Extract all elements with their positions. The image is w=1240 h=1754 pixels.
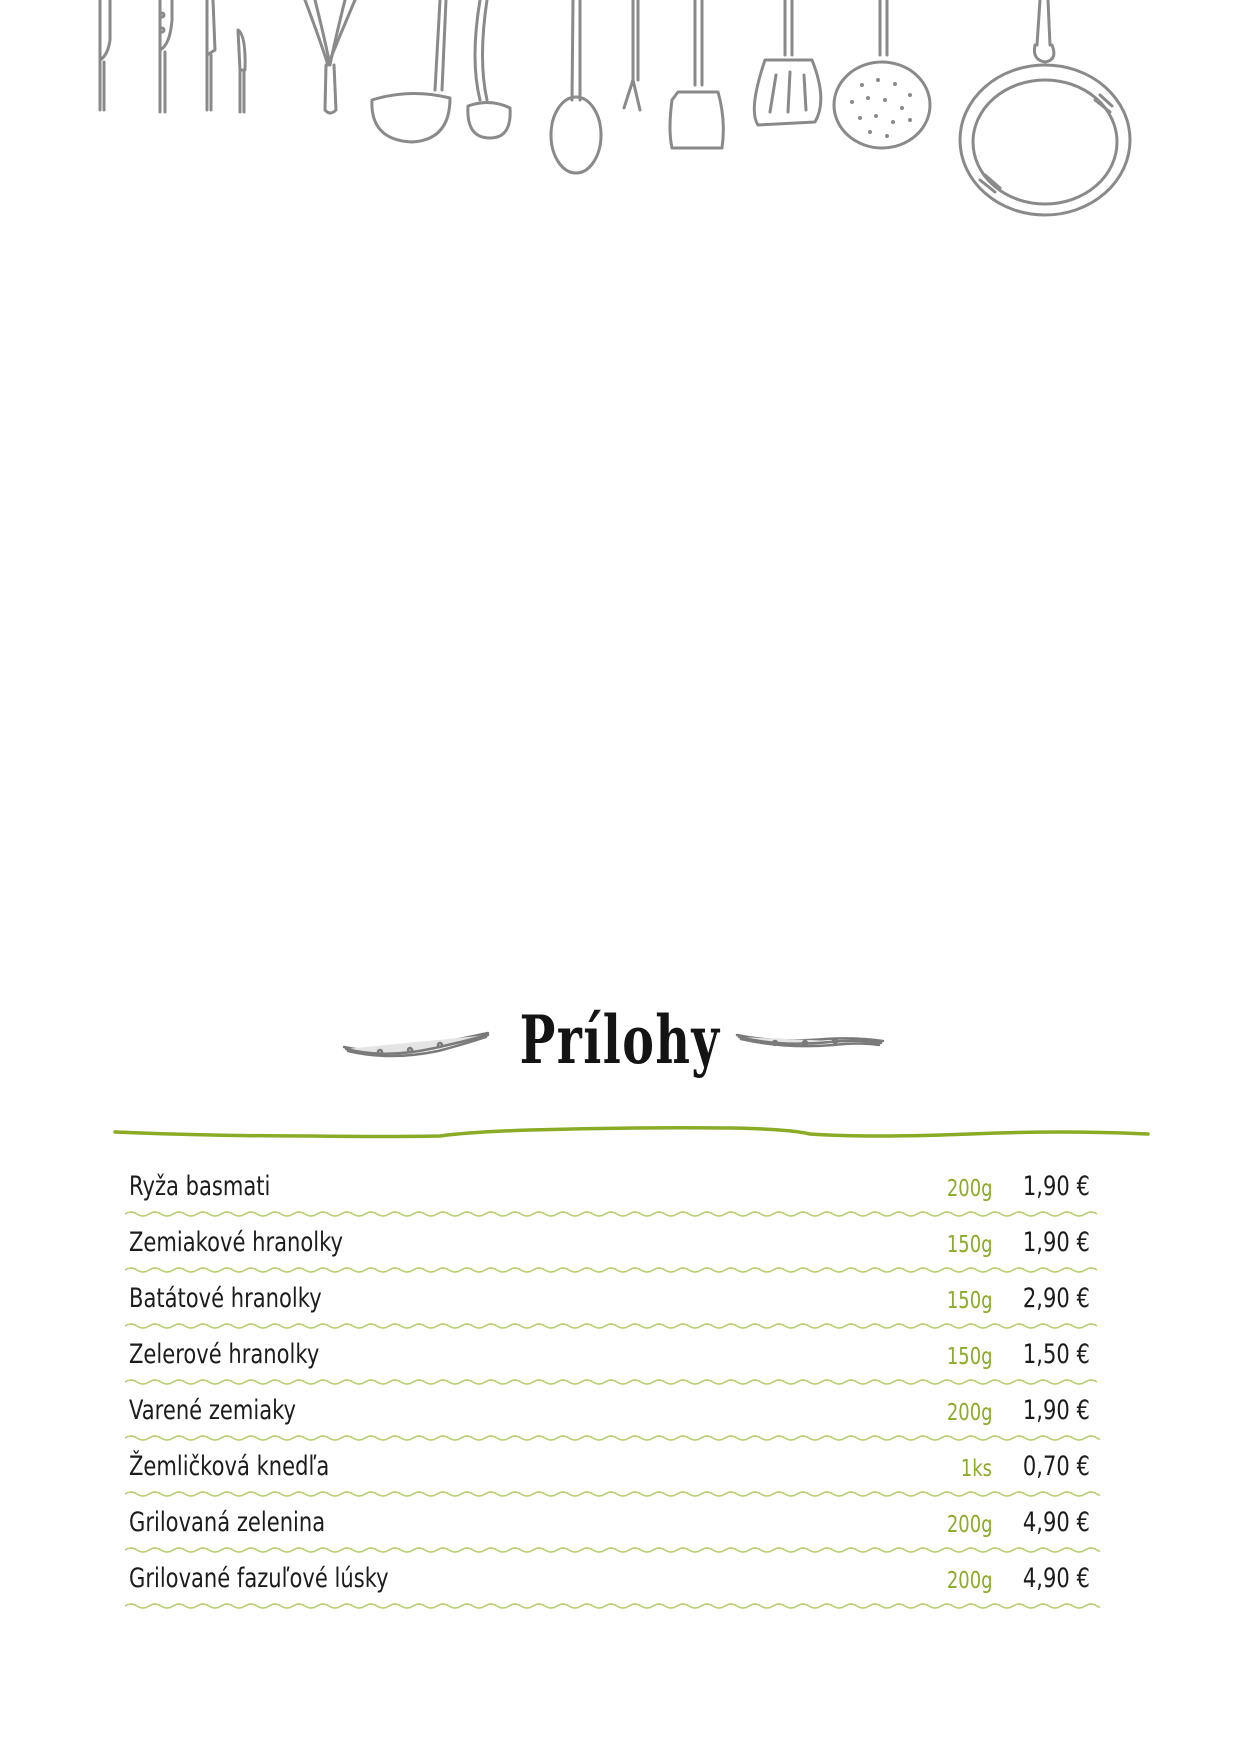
item-price: 4,90 € (1023, 1563, 1090, 1594)
header-divider (110, 1120, 1150, 1150)
row-divider (125, 1266, 1100, 1274)
fork-icon (624, 0, 640, 110)
item-price: 1,90 € (1023, 1227, 1090, 1258)
utensils-illustration-icon (0, 0, 1240, 230)
item-quantity: 150g (946, 1288, 992, 1314)
row-divider (125, 1210, 1100, 1218)
list-item (125, 1224, 1100, 1280)
knife-icon (207, 0, 215, 110)
row-divider (125, 1490, 1100, 1498)
row-divider (125, 1602, 1100, 1610)
item-name: Zemiakové hranolky (129, 1227, 344, 1258)
item-price: 1,90 € (1023, 1171, 1090, 1202)
knife-icon (238, 30, 245, 112)
list-item (125, 1336, 1100, 1392)
item-name: Grilovaná zelenina (129, 1507, 326, 1538)
item-name: Varené zemiaky (129, 1395, 297, 1426)
slotted-turner-icon (754, 0, 821, 125)
section-header (0, 985, 1240, 1095)
item-quantity: 200g (946, 1176, 992, 1202)
knife-icon (100, 0, 110, 110)
item-price: 4,90 € (1023, 1507, 1090, 1538)
ladle-icon (372, 0, 450, 142)
item-price: 0,70 € (1023, 1451, 1090, 1482)
item-name: Zelerové hranolky (129, 1339, 320, 1370)
menu-list (125, 1168, 1100, 1616)
item-name: Batátové hranolky (129, 1283, 322, 1314)
row-divider (125, 1546, 1100, 1554)
list-item (125, 1280, 1100, 1336)
frying-pan-icon (960, 0, 1130, 215)
list-item (125, 1168, 1100, 1224)
row-divider (125, 1434, 1100, 1442)
list-item (125, 1392, 1100, 1448)
item-quantity: 150g (946, 1232, 992, 1258)
list-item (125, 1448, 1100, 1504)
item-name: Ryža basmati (129, 1171, 271, 1202)
row-divider (125, 1378, 1100, 1386)
item-quantity: 200g (946, 1512, 992, 1538)
list-item (125, 1560, 1100, 1616)
list-item (125, 1504, 1100, 1560)
ladle-icon (468, 0, 510, 138)
knife-icon (160, 0, 172, 112)
item-price: 1,50 € (1023, 1339, 1090, 1370)
spatula-icon (670, 0, 723, 148)
item-name: Žemličková knedľa (129, 1451, 330, 1482)
item-quantity: 200g (946, 1400, 992, 1426)
row-divider (125, 1322, 1100, 1330)
spoon-icon (551, 0, 601, 173)
item-price: 1,90 € (1023, 1395, 1090, 1426)
item-name: Grilované fazuľové lúsky (129, 1563, 389, 1594)
bean-pod-icon (735, 1025, 885, 1065)
item-quantity: 1ks (960, 1456, 992, 1482)
skimmer-icon (834, 0, 930, 148)
item-quantity: 200g (946, 1568, 992, 1594)
item-quantity: 150g (946, 1344, 992, 1370)
item-price: 2,90 € (1023, 1283, 1090, 1314)
section-title: Prílohy (519, 1001, 721, 1079)
whisk-icon (305, 0, 355, 113)
